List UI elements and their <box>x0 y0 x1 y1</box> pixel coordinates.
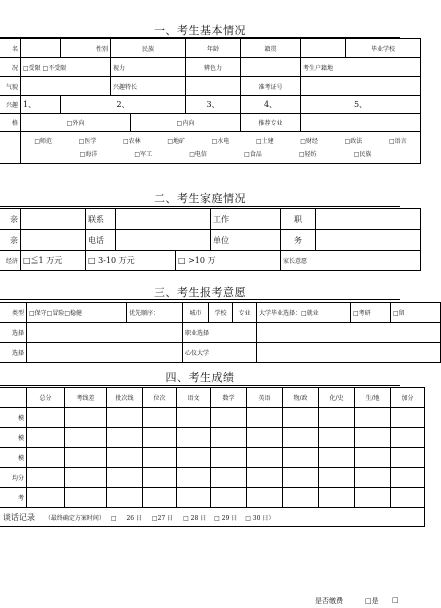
interest-label: 兴趣 <box>0 96 21 114</box>
appearance-value[interactable] <box>21 77 111 96</box>
major-option[interactable]: □轻纺 <box>298 150 317 158</box>
score-cell[interactable] <box>211 408 247 428</box>
score-cell[interactable] <box>283 488 319 508</box>
graduation-choice-employ[interactable]: 大学毕业选择：□就业 <box>257 303 351 323</box>
divider <box>0 299 400 300</box>
vision-label: 视力 <box>111 58 186 77</box>
col-bio-geo: 生/地 <box>355 388 391 408</box>
duty-value[interactable] <box>316 230 421 251</box>
score-cell[interactable] <box>27 448 65 468</box>
income-option-2[interactable]: □ 3-10 万元 <box>86 251 176 271</box>
major-category-options <box>21 132 421 164</box>
col-rank: 位次 <box>143 388 177 408</box>
recommend-major-value[interactable] <box>301 114 421 132</box>
divider <box>0 206 400 207</box>
col-total: 总分 <box>27 388 65 408</box>
interest-5[interactable]: 5、 <box>301 96 421 114</box>
section-title-intent: 三、考生报考意愿 <box>154 286 246 299</box>
interest-1[interactable]: 1、 <box>21 96 61 114</box>
school-choice-value[interactable] <box>27 343 183 363</box>
graduation-choice-grad[interactable]: □考研 <box>351 303 391 323</box>
career-choice-label: 职业选择 <box>183 323 257 343</box>
restricted-checkbox[interactable]: □受限 <box>23 64 41 72</box>
table-row <box>0 132 421 164</box>
position-label: 职 <box>281 209 316 230</box>
date-checkbox[interactable]: □ <box>245 514 251 522</box>
school-choice-label: 选择 <box>0 343 27 363</box>
table-row <box>0 114 421 132</box>
dream-university-label: 心仪大学 <box>183 343 257 363</box>
score-cell[interactable] <box>143 408 177 428</box>
score-cell[interactable] <box>247 488 283 508</box>
fee-label: 是否缴费 <box>315 597 343 605</box>
score-cell[interactable] <box>319 468 355 488</box>
score-cell[interactable] <box>247 468 283 488</box>
table-row <box>0 468 425 488</box>
score-cell[interactable] <box>211 428 247 448</box>
col-chem-history: 化/史 <box>319 388 355 408</box>
table-row <box>0 39 421 58</box>
hobby-label: 兴趣特长 <box>111 77 186 96</box>
score-cell[interactable] <box>319 488 355 508</box>
score-cell[interactable] <box>143 428 177 448</box>
table-row <box>0 58 421 77</box>
score-cell[interactable] <box>107 408 143 428</box>
scores-corner <box>0 388 27 408</box>
basic-info-table <box>0 38 421 164</box>
mother-value[interactable] <box>21 230 86 251</box>
interest-4[interactable]: 4、 <box>241 96 301 114</box>
table-row <box>0 408 425 428</box>
color-vision-label: 辨色力 <box>186 58 241 77</box>
table-row <box>0 303 441 323</box>
score-cell[interactable] <box>355 468 391 488</box>
major-option[interactable]: □海洋 <box>79 150 98 158</box>
position-value[interactable] <box>316 209 421 230</box>
career-choice-value[interactable] <box>257 323 441 343</box>
score-cell[interactable] <box>65 428 107 448</box>
school-label: 毕业学校 <box>346 39 421 58</box>
date-checkbox[interactable]: □ <box>110 514 117 522</box>
major-option[interactable]: □食品 <box>244 150 262 158</box>
score-cell[interactable] <box>143 448 177 468</box>
dream-university-value[interactable] <box>257 343 441 363</box>
priority-label: 优先顺序： <box>127 303 183 323</box>
score-cell[interactable] <box>27 488 65 508</box>
interest-2[interactable]: 2、 <box>61 96 186 114</box>
fee-yes-checkbox[interactable]: □是 <box>365 597 379 605</box>
date-checkbox[interactable]: □ <box>183 514 189 522</box>
unit-label: 单位 <box>211 230 281 251</box>
phone-value[interactable] <box>116 230 211 251</box>
score-cell[interactable] <box>355 488 391 508</box>
table-row <box>0 428 425 448</box>
personality-label: 格 <box>0 114 21 132</box>
interest-3[interactable]: 3、 <box>186 96 241 114</box>
major-option[interactable]: □农林 <box>122 137 141 145</box>
date-30[interactable]: 30 日） <box>252 514 275 522</box>
major-option[interactable]: □政法 <box>344 137 363 145</box>
color-vision-value[interactable] <box>241 58 301 77</box>
table-row <box>0 251 421 271</box>
table-row <box>0 323 441 343</box>
score-cell[interactable] <box>391 428 425 448</box>
score-cell[interactable] <box>247 408 283 428</box>
age-label: 年龄 <box>186 39 241 58</box>
score-cell[interactable] <box>319 448 355 468</box>
score-cell[interactable] <box>65 468 107 488</box>
col-chinese: 语文 <box>177 388 211 408</box>
col-batch-line: 批次线 <box>107 388 143 408</box>
priority-city[interactable]: 城市 <box>183 303 209 323</box>
major-option[interactable]: □军工 <box>134 150 153 158</box>
major-option[interactable]: □师范 <box>34 137 52 145</box>
priority-major[interactable]: 专业 <box>233 303 257 323</box>
contact-label: 联系 <box>86 209 116 230</box>
score-cell[interactable] <box>143 468 177 488</box>
household-label: 考生户籍地 <box>301 58 421 77</box>
col-bonus: 加分 <box>391 388 425 408</box>
major-option[interactable]: □语言 <box>388 137 407 145</box>
table-row <box>0 488 425 508</box>
score-cell[interactable] <box>391 468 425 488</box>
score-cell[interactable] <box>319 428 355 448</box>
family-info-table <box>0 208 421 271</box>
table-row <box>0 343 441 363</box>
exam-id-label: 准考证号 <box>241 77 301 96</box>
major-option[interactable]: □土建 <box>255 137 274 145</box>
score-cell[interactable] <box>391 448 425 468</box>
score-cell[interactable] <box>355 428 391 448</box>
row-label: 模 <box>0 428 27 448</box>
table-row <box>0 209 421 230</box>
major-option[interactable]: □财经 <box>300 137 318 145</box>
mother-label: 亲 <box>0 230 21 251</box>
score-cell[interactable] <box>211 488 247 508</box>
date-29[interactable]: 29 日 <box>221 514 238 522</box>
table-row <box>0 448 425 468</box>
score-cell[interactable] <box>177 468 211 488</box>
row-label: 均分 <box>0 468 27 488</box>
recommend-major-label: 推荐专业 <box>241 114 301 132</box>
row-label: 模 <box>0 408 27 428</box>
score-cell[interactable] <box>107 428 143 448</box>
score-cell[interactable] <box>283 468 319 488</box>
score-cell[interactable] <box>283 408 319 428</box>
score-cell[interactable] <box>65 448 107 468</box>
row-label: 模 <box>0 448 27 468</box>
date-28[interactable]: 28 日 <box>190 514 207 522</box>
risk-type-options[interactable]: □保守□冒险□稳健 <box>27 303 127 323</box>
major-option[interactable]: □民族 <box>353 150 372 158</box>
talk-record-note: （最终确定方案时间） <box>44 514 105 522</box>
score-cell[interactable] <box>319 408 355 428</box>
unrestricted-checkbox[interactable]: □不受限 <box>42 64 67 72</box>
score-cell[interactable] <box>107 468 143 488</box>
ethnicity-label: 民族 <box>111 39 186 58</box>
score-cell[interactable] <box>211 448 247 468</box>
col-english: 英语 <box>247 388 283 408</box>
risk-type-label: 类型 <box>0 303 27 323</box>
income-option-3[interactable]: □ >10 万 <box>176 251 281 271</box>
score-cell[interactable] <box>391 488 425 508</box>
major-option[interactable]: □医学 <box>78 137 97 145</box>
section-title-basic: 一、考生基本情况 <box>154 24 246 37</box>
hobby-value[interactable] <box>186 77 241 96</box>
father-value[interactable] <box>21 209 86 230</box>
score-cell[interactable] <box>391 408 425 428</box>
name-value[interactable] <box>21 39 61 58</box>
row-label: 考 <box>0 488 27 508</box>
native-place-label: 籍贯 <box>241 39 301 58</box>
scores-header-row <box>0 388 425 408</box>
contact-value[interactable] <box>116 209 211 230</box>
score-cell[interactable] <box>247 448 283 468</box>
health-label: 况 <box>0 58 21 77</box>
major-option[interactable]: □地矿 <box>167 137 185 145</box>
table-row <box>0 230 421 251</box>
divider <box>0 385 400 386</box>
fee-no-checkbox[interactable]: □ <box>392 596 399 604</box>
score-cell[interactable] <box>247 428 283 448</box>
table-row <box>0 77 421 96</box>
extrovert-checkbox[interactable]: □外向 <box>21 114 131 132</box>
graduation-choice-abroad[interactable]: □留 <box>391 303 441 323</box>
score-cell[interactable] <box>143 488 177 508</box>
parent-wish-label: 家长意愿 <box>281 251 421 271</box>
talk-record-cell <box>0 508 425 527</box>
region-choice-value[interactable] <box>27 323 183 343</box>
date-26[interactable]: 26 日 <box>126 514 142 522</box>
section-title-scores: 四、考生成绩 <box>165 371 235 384</box>
scores-table <box>0 387 425 527</box>
father-label: 亲 <box>0 209 21 230</box>
col-line-diff: 考线差 <box>65 388 107 408</box>
score-cell[interactable] <box>107 448 143 468</box>
date-checkbox[interactable]: □ <box>214 514 220 522</box>
income-option-1[interactable]: □≦1 万元 <box>21 251 86 271</box>
major-option[interactable]: □电信 <box>189 150 207 158</box>
name-label: 名 <box>0 39 21 58</box>
gender-label: 性别 <box>61 39 111 58</box>
col-math: 数学 <box>211 388 247 408</box>
score-cell[interactable] <box>283 448 319 468</box>
health-options <box>21 58 111 77</box>
score-cell[interactable] <box>107 488 143 508</box>
score-cell[interactable] <box>177 408 211 428</box>
score-cell[interactable] <box>211 468 247 488</box>
talk-record-label: 谈话记录 <box>3 512 35 522</box>
phone-label: 电话 <box>86 230 116 251</box>
duty-label: 务 <box>281 230 316 251</box>
economy-label: 经济 <box>0 251 21 271</box>
exam-id-value[interactable] <box>301 77 421 96</box>
section-title-family: 二、考生家庭情况 <box>154 192 246 205</box>
score-cell[interactable] <box>27 468 65 488</box>
appearance-label: 气貌 <box>0 77 21 96</box>
score-cell[interactable] <box>27 408 65 428</box>
score-cell[interactable] <box>65 408 107 428</box>
region-choice-label: 选择 <box>0 323 27 343</box>
score-cell[interactable] <box>177 428 211 448</box>
table-row <box>0 96 421 114</box>
score-cell[interactable] <box>177 488 211 508</box>
introvert-checkbox[interactable]: □内向 <box>131 114 241 132</box>
major-option[interactable]: □水电 <box>211 137 230 145</box>
col-physics-politics: 物/政 <box>283 388 319 408</box>
score-cell[interactable] <box>283 428 319 448</box>
score-cell[interactable] <box>355 448 391 468</box>
priority-school[interactable]: 学校 <box>209 303 233 323</box>
score-cell[interactable] <box>355 408 391 428</box>
major-category-label <box>0 132 21 164</box>
talk-record-row <box>0 508 425 527</box>
intent-table <box>0 302 441 363</box>
native-place-value[interactable] <box>301 39 346 58</box>
date-27[interactable]: □27 日 <box>151 514 174 522</box>
score-cell[interactable] <box>27 428 65 448</box>
score-cell[interactable] <box>177 448 211 468</box>
score-cell[interactable] <box>65 488 107 508</box>
work-label: 工作 <box>211 209 281 230</box>
